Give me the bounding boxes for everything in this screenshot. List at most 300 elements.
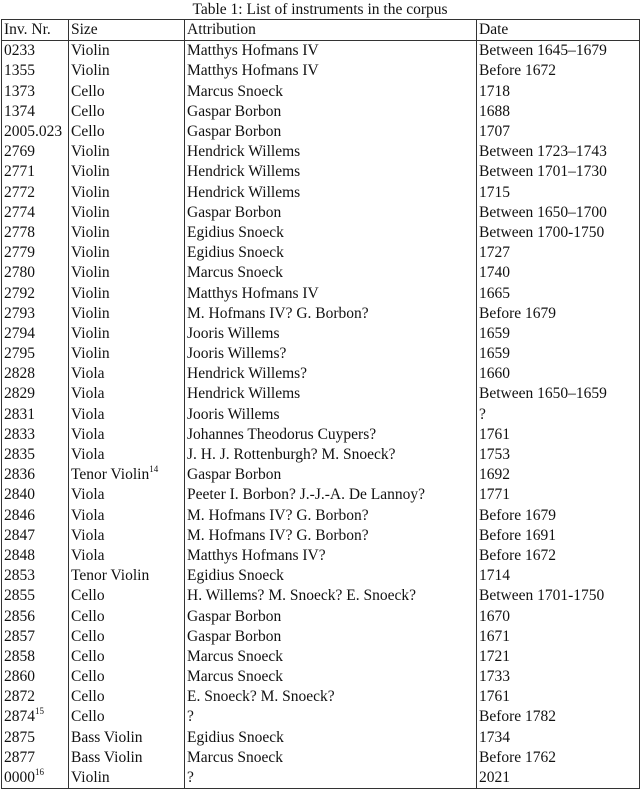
size-text: Violin (71, 203, 110, 221)
cell-inv-nr (2, 748, 69, 768)
inv-nr-text: 2772 (4, 183, 35, 201)
cell-date (477, 304, 640, 324)
cell-attribution (185, 162, 477, 182)
cell-date (477, 223, 640, 243)
size-text: Violin (71, 304, 110, 322)
cell-date (477, 768, 640, 789)
cell-size (69, 445, 185, 465)
date-text: Between 1701-1750 (479, 587, 605, 605)
size-text: Violin (71, 324, 110, 342)
cell-size (69, 647, 185, 667)
cell-date (477, 183, 640, 203)
cell-date (477, 122, 640, 142)
attribution-text: Jooris Willems? (187, 345, 287, 363)
attribution-text: ? (187, 708, 194, 726)
size-text: Viola (71, 526, 105, 544)
cell-inv-nr (2, 728, 69, 748)
table-row (2, 324, 640, 344)
table-row (2, 162, 640, 182)
cell-date (477, 41, 640, 62)
date-text: 1665 (479, 284, 510, 302)
size-text: Violin (71, 183, 110, 201)
size-text: Cello (71, 82, 105, 100)
inv-nr-text: 2771 (4, 163, 35, 181)
cell-attribution (185, 324, 477, 344)
attribution-text: Hendrick Willems (187, 143, 301, 161)
size-text: Viola (71, 365, 105, 383)
cell-date (477, 566, 640, 586)
cell-inv-nr (2, 142, 69, 162)
attribution-text: Matthys Hofmans IV (187, 284, 319, 302)
header-date: Date (477, 20, 640, 41)
cell-date (477, 707, 640, 727)
table-row (2, 405, 640, 425)
cell-inv-nr (2, 263, 69, 283)
inv-nr-text: 2856 (4, 607, 35, 625)
table-row (2, 465, 640, 485)
cell-attribution (185, 728, 477, 748)
table-row (2, 728, 640, 748)
cell-size (69, 61, 185, 81)
cell-attribution (185, 183, 477, 203)
attribution-text: Marcus Snoeck (187, 668, 283, 686)
inv-nr-text: 2780 (4, 264, 35, 282)
cell-attribution (185, 647, 477, 667)
footnote-marker: 14 (149, 465, 159, 475)
size-text: Cello (71, 668, 105, 686)
cell-attribution (185, 606, 477, 626)
size-text: Cello (71, 627, 105, 645)
table-row (2, 61, 640, 81)
inv-nr-text: 1374 (4, 102, 35, 120)
inv-nr-text: 2829 (4, 385, 35, 403)
size-text: Violin (71, 244, 110, 262)
table-row (2, 526, 640, 546)
size-text: Violin (71, 284, 110, 302)
inv-nr-text: 2877 (4, 748, 35, 766)
cell-attribution (185, 445, 477, 465)
cell-inv-nr (2, 425, 69, 445)
inv-nr-text: 2793 (4, 304, 35, 322)
cell-date (477, 142, 640, 162)
cell-inv-nr (2, 586, 69, 606)
cell-date (477, 728, 640, 748)
size-text: Violin (71, 42, 110, 60)
size-text: Bass Violin (71, 728, 143, 746)
table-row (2, 687, 640, 707)
table-row (2, 586, 640, 606)
attribution-text: Jooris Willems (187, 405, 280, 423)
cell-attribution (185, 425, 477, 445)
cell-attribution (185, 627, 477, 647)
inv-nr-text: 2778 (4, 223, 35, 241)
date-text: 1727 (479, 244, 510, 262)
cell-attribution (185, 122, 477, 142)
cell-attribution (185, 526, 477, 546)
date-text: 1714 (479, 567, 510, 585)
size-text: Cello (71, 647, 105, 665)
date-text: 1688 (479, 102, 510, 120)
inv-nr-text: 2795 (4, 345, 35, 363)
inv-nr-text: 0233 (4, 42, 35, 60)
size-text: Violin (71, 769, 110, 787)
cell-date (477, 667, 640, 687)
attribution-text: Egidius Snoeck (187, 223, 284, 241)
cell-inv-nr (2, 667, 69, 687)
table-row (2, 707, 640, 727)
date-text: 1692 (479, 466, 510, 484)
footnote-marker: 15 (35, 707, 44, 717)
cell-size (69, 566, 185, 586)
cell-size (69, 768, 185, 789)
attribution-text: Hendrick Willems (187, 183, 301, 201)
attribution-text: Peeter I. Borbon? J.-J.-A. De Lannoy? (187, 486, 426, 504)
date-text: 1761 (479, 425, 510, 443)
table-row (2, 283, 640, 303)
cell-inv-nr (2, 183, 69, 203)
cell-attribution (185, 546, 477, 566)
table-row (2, 263, 640, 283)
attribution-text: E. Snoeck? M. Snoeck? (187, 688, 335, 706)
table-row (2, 102, 640, 122)
cell-inv-nr (2, 243, 69, 263)
attribution-text: Gaspar Borbon (187, 123, 282, 141)
attribution-text: Egidius Snoeck (187, 728, 284, 746)
header-attribution: Attribution (185, 20, 477, 41)
cell-size (69, 465, 185, 485)
date-text: 1671 (479, 627, 510, 645)
inv-nr-text: 2836 (4, 466, 35, 484)
inv-nr-text: 2774 (4, 203, 35, 221)
attribution-text: Marcus Snoeck (187, 748, 283, 766)
cell-attribution (185, 304, 477, 324)
date-text: 1659 (479, 324, 510, 342)
table-row (2, 445, 640, 465)
date-text: Before 1679 (479, 506, 557, 524)
table-caption: Table 1: List of instruments in the corpus (192, 1, 448, 18)
date-text: Before 1782 (479, 708, 557, 726)
cell-inv-nr (2, 606, 69, 626)
attribution-text: Hendrick Willems (187, 163, 301, 181)
inv-nr-text: 2847 (4, 526, 35, 544)
size-text: Cello (71, 102, 105, 120)
cell-size (69, 425, 185, 445)
cell-inv-nr (2, 102, 69, 122)
cell-inv-nr (2, 485, 69, 505)
date-text: 1734 (479, 728, 510, 746)
cell-attribution (185, 61, 477, 81)
cell-inv-nr (2, 304, 69, 324)
cell-size (69, 142, 185, 162)
inv-nr-text: 2769 (4, 143, 35, 161)
cell-inv-nr (2, 627, 69, 647)
cell-attribution (185, 384, 477, 404)
table-row (2, 183, 640, 203)
inv-nr-text: 2875 (4, 728, 35, 746)
cell-inv-nr (2, 203, 69, 223)
table-row (2, 142, 640, 162)
cell-attribution (185, 263, 477, 283)
cell-size (69, 82, 185, 102)
cell-size (69, 364, 185, 384)
cell-date (477, 627, 640, 647)
attribution-text: Gaspar Borbon (187, 607, 282, 625)
cell-inv-nr (2, 707, 69, 727)
cell-size (69, 526, 185, 546)
cell-date (477, 61, 640, 81)
attribution-text: Gaspar Borbon (187, 466, 282, 484)
cell-attribution (185, 748, 477, 768)
attribution-text: Matthys Hofmans IV (187, 42, 319, 60)
inv-nr-text: 2779 (4, 244, 35, 262)
cell-size (69, 667, 185, 687)
cell-inv-nr (2, 445, 69, 465)
attribution-text: Marcus Snoeck (187, 647, 283, 665)
size-text: Tenor Violin (71, 567, 150, 585)
cell-date (477, 82, 640, 102)
size-text: Viola (71, 385, 105, 403)
date-text: 1721 (479, 647, 510, 665)
cell-inv-nr (2, 344, 69, 364)
cell-inv-nr (2, 364, 69, 384)
cell-size (69, 283, 185, 303)
cell-inv-nr (2, 283, 69, 303)
inv-nr-text: 0000 (4, 769, 35, 787)
inv-nr-text: 2835 (4, 446, 35, 464)
date-text: Before 1672 (479, 546, 557, 564)
table-row (2, 223, 640, 243)
cell-inv-nr (2, 324, 69, 344)
cell-inv-nr (2, 465, 69, 485)
cell-inv-nr (2, 506, 69, 526)
cell-attribution (185, 41, 477, 62)
table-row (2, 606, 640, 626)
date-text: Between 1645–1679 (479, 42, 607, 60)
attribution-text: M. Hofmans IV? G. Borbon? (187, 526, 369, 544)
inv-nr-text: 2853 (4, 567, 35, 585)
cell-inv-nr (2, 687, 69, 707)
cell-attribution (185, 243, 477, 263)
size-text: Violin (71, 62, 110, 80)
cell-size (69, 203, 185, 223)
attribution-text: Matthys Hofmans IV (187, 62, 319, 80)
table-row (2, 485, 640, 505)
table-row (2, 667, 640, 687)
cell-attribution (185, 102, 477, 122)
attribution-text: Hendrick Willems (187, 385, 301, 403)
cell-date (477, 263, 640, 283)
attribution-text: Gaspar Borbon (187, 203, 282, 221)
cell-date (477, 506, 640, 526)
cell-date (477, 606, 640, 626)
cell-attribution (185, 364, 477, 384)
inv-nr-text: 2833 (4, 425, 35, 443)
size-text: Violin (71, 223, 110, 241)
cell-date (477, 445, 640, 465)
attribution-text: Gaspar Borbon (187, 102, 282, 120)
date-text: Between 1650–1659 (479, 385, 607, 403)
cell-inv-nr (2, 82, 69, 102)
cell-attribution (185, 707, 477, 727)
cell-inv-nr (2, 546, 69, 566)
attribution-text: Egidius Snoeck (187, 244, 284, 262)
attribution-text: Marcus Snoeck (187, 82, 283, 100)
cell-inv-nr (2, 526, 69, 546)
cell-date (477, 748, 640, 768)
cell-date (477, 687, 640, 707)
cell-date (477, 344, 640, 364)
table-row (2, 344, 640, 364)
cell-attribution (185, 223, 477, 243)
cell-size (69, 728, 185, 748)
cell-date (477, 364, 640, 384)
date-text: Between 1700-1750 (479, 223, 605, 241)
size-text: Bass Violin (71, 748, 143, 766)
cell-size (69, 304, 185, 324)
date-text: Before 1691 (479, 526, 557, 544)
size-text: Viola (71, 546, 105, 564)
size-text: Viola (71, 446, 105, 464)
date-text: 1718 (479, 82, 510, 100)
table-row (2, 768, 640, 789)
inv-nr-text: 2794 (4, 324, 35, 342)
cell-date (477, 203, 640, 223)
inv-nr-text: 2840 (4, 486, 35, 504)
date-text: 1715 (479, 183, 510, 201)
cell-attribution (185, 566, 477, 586)
cell-size (69, 546, 185, 566)
date-text: 1660 (479, 365, 510, 383)
inv-nr-text: 2874 (4, 708, 35, 726)
table-row (2, 41, 640, 62)
attribution-text: Egidius Snoeck (187, 567, 284, 585)
cell-inv-nr (2, 41, 69, 62)
inv-nr-text: 2857 (4, 627, 35, 645)
cell-inv-nr (2, 647, 69, 667)
cell-size (69, 122, 185, 142)
cell-inv-nr (2, 566, 69, 586)
inv-nr-text: 2846 (4, 506, 35, 524)
cell-attribution (185, 465, 477, 485)
cell-size (69, 485, 185, 505)
cell-attribution (185, 485, 477, 505)
cell-attribution (185, 203, 477, 223)
size-text: Tenor Violin (71, 466, 150, 484)
size-text: Violin (71, 143, 110, 161)
inv-nr-text: 2855 (4, 587, 35, 605)
cell-size (69, 162, 185, 182)
size-text: Cello (71, 587, 105, 605)
cell-inv-nr (2, 223, 69, 243)
cell-attribution (185, 768, 477, 789)
date-text: Before 1672 (479, 62, 557, 80)
inv-nr-text: 2860 (4, 668, 35, 686)
table-row (2, 506, 640, 526)
cell-date (477, 526, 640, 546)
cell-attribution (185, 344, 477, 364)
attribution-text: Hendrick Willems? (187, 365, 308, 383)
table-row (2, 627, 640, 647)
cell-attribution (185, 82, 477, 102)
footnote-marker: 16 (35, 767, 44, 778)
cell-inv-nr (2, 61, 69, 81)
cell-size (69, 384, 185, 404)
date-text: 1670 (479, 607, 510, 625)
cell-attribution (185, 142, 477, 162)
inv-nr-text: 1373 (4, 82, 35, 100)
inv-nr-text: 2831 (4, 405, 35, 423)
date-text: 1740 (479, 264, 510, 282)
date-text: Between 1701–1730 (479, 163, 607, 181)
cell-date (477, 465, 640, 485)
cell-date (477, 647, 640, 667)
instruments-table (1, 19, 640, 789)
table-row (2, 425, 640, 445)
date-text: Between 1723–1743 (479, 143, 607, 161)
cell-inv-nr (2, 768, 69, 789)
size-text: Violin (71, 163, 110, 181)
date-text: Between 1650–1700 (479, 203, 607, 221)
date-text: 1761 (479, 688, 510, 706)
cell-size (69, 405, 185, 425)
cell-size (69, 102, 185, 122)
inv-nr-text: 1355 (4, 62, 35, 80)
size-text: Viola (71, 486, 105, 504)
attribution-text: H. Willems? M. Snoeck? E. Snoeck? (187, 587, 416, 605)
cell-attribution (185, 405, 477, 425)
attribution-text: J. H. J. Rottenburgh? M. Snoeck? (187, 446, 396, 464)
inv-nr-text: 2792 (4, 284, 35, 302)
cell-date (477, 243, 640, 263)
inv-nr-text: 2858 (4, 647, 35, 665)
size-text: Viola (71, 425, 105, 443)
size-text: Cello (71, 708, 105, 726)
table-row (2, 748, 640, 768)
cell-attribution (185, 586, 477, 606)
inv-nr-text: 2848 (4, 546, 35, 564)
attribution-text: Gaspar Borbon (187, 627, 282, 645)
date-text: Before 1762 (479, 748, 557, 766)
cell-size (69, 183, 185, 203)
cell-date (477, 283, 640, 303)
table-row (2, 647, 640, 667)
date-text: Before 1679 (479, 304, 557, 322)
size-text: Cello (71, 123, 105, 141)
size-text: Violin (71, 264, 110, 282)
date-text: ? (479, 405, 486, 423)
cell-date (477, 102, 640, 122)
table-header-row (2, 20, 640, 41)
header-inv-nr: Inv. Nr. (2, 20, 69, 41)
date-text: 1753 (479, 446, 510, 464)
cell-date (477, 162, 640, 182)
date-text: 1771 (479, 486, 510, 504)
cell-size (69, 506, 185, 526)
cell-size (69, 748, 185, 768)
cell-inv-nr (2, 162, 69, 182)
cell-size (69, 344, 185, 364)
size-text: Cello (71, 688, 105, 706)
table-row (2, 82, 640, 102)
cell-size (69, 606, 185, 626)
attribution-text: Johannes Theodorus Cuypers? (187, 425, 377, 443)
cell-date (477, 586, 640, 606)
cell-inv-nr (2, 122, 69, 142)
table-row (2, 364, 640, 384)
inv-nr-text: 2005.023 (4, 123, 63, 141)
date-text: 1733 (479, 668, 510, 686)
table-row (2, 546, 640, 566)
